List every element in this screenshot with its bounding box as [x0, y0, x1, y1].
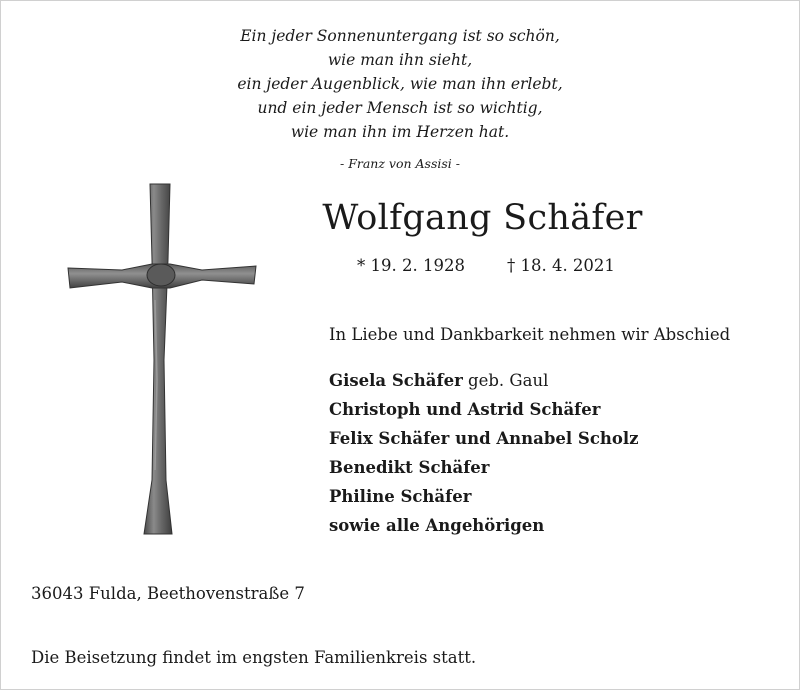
family-member-name: Philine Schäfer — [329, 487, 472, 506]
family-member-name: Gisela Schäfer — [329, 371, 463, 390]
poem-line: Ein jeder Sonnenuntergang ist so schön, — [240, 27, 560, 45]
poem-line: wie man ihn im Herzen hat. — [290, 123, 510, 141]
life-dates — [357, 256, 615, 275]
deceased-name: Wolfgang Schäfer — [322, 198, 643, 238]
family-member-name: Benedikt Schäfer — [329, 458, 490, 477]
family-list — [329, 366, 639, 540]
burial-notice: Die Beisetzung findet im engsten Familienkreis statt. — [31, 648, 477, 667]
poem-line: wie man ihn sieht, — [327, 51, 473, 69]
farewell-line: In Liebe und Dankbarkeit nehmen wir Abschied — [329, 325, 731, 344]
poem-line: und ein jeder Mensch ist so wichtig, — [257, 99, 543, 117]
poem-author: - Franz von Assisi - — [340, 156, 460, 171]
address: 36043 Fulda, Beethovenstraße 7 — [31, 584, 305, 603]
family-member — [329, 366, 639, 395]
death-date: † 18. 4. 2021 — [506, 256, 615, 275]
family-member — [329, 424, 639, 453]
cross-icon — [62, 180, 262, 540]
family-member-name: Felix Schäfer und Annabel Scholz — [329, 429, 639, 448]
poem — [200, 24, 600, 144]
family-member — [329, 511, 639, 540]
family-member-name: Christoph und Astrid Schäfer — [329, 400, 601, 419]
family-member — [329, 453, 639, 482]
family-member — [329, 482, 639, 511]
family-member — [329, 395, 639, 424]
poem-line: ein jeder Augenblick, wie man ihn erlebt, — [237, 75, 563, 93]
family-member-suffix: geb. Gaul — [462, 371, 549, 390]
birth-date: * 19. 2. 1928 — [357, 256, 465, 275]
family-member-name: sowie alle Angehörigen — [329, 516, 545, 535]
